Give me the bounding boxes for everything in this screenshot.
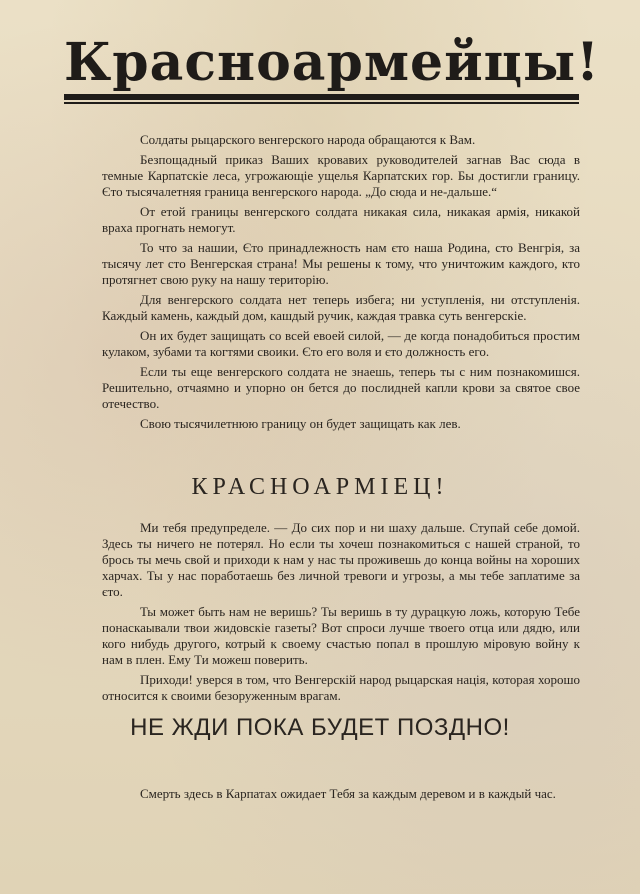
paragraph: Свою тысячилетнюю границу он будет защищать как лев. [140, 416, 461, 431]
paragraph: Ты может быть нам не веришь? Ты веришь в ту дурацкую ложь, которую Тебе понаскаывали твои жидовскіе газеты? Вот спроси лучше твоего отца или дядю, или кого нибудь другого, котрый к своему счастью попал в прошлую міровую войну к нам в плен. Ему Ти можеш поверить. [102, 604, 580, 667]
paragraph: То что за нашии, Єто принадлежность нам єто наша Родина, сто Венгрія, за тысячу лет сто Венгерская страна! Мы решены к тому, что уничтожим каждого, кто протягнет свою руку на нашу територію. [102, 240, 580, 287]
paragraph: От етой границы венгерского солдата никакая сила, никакая армія, никакой враха прогнать немогут. [102, 204, 580, 235]
paragraph: Для венгерского солдата нет теперь избега; ни уступленія, ни отступленія. Каждый камень, каждый дом, кашдый ручик, каждая травка суть венгерскіе. [102, 292, 580, 323]
paragraph: Если ты еще венгерского солдата не знаешь, теперь ты с ним познакомишся. Решительно, отчаямно и упорно он бется до послидней капли крови за святое свое отечество. [102, 364, 580, 411]
section-1-text [102, 132, 580, 432]
section-heading-ne-zhdi: НЕ ЖДИ ПОКА БУДЕТ ПОЗДНО! [130, 714, 510, 741]
section-2-text [102, 520, 580, 704]
paragraph: Смерть здесь в Карпатах ожидает Тебя за каждым деревом и в каждый час. [140, 786, 556, 801]
paragraph: Солдаты рыцарского венгерского народа обращаются к Вам. [140, 132, 476, 147]
paragraph: Он их будет защищать со всей евоей силой, — де когда понадобиться простим кулаком, зубами та когтями своики. Єто его воля и єто должность его. [102, 328, 580, 359]
paragraph: Приходи! уверся в том, что Венгерскій народ рыцарская нація, которая хорошо относится к своими безоруженным врагам. [102, 672, 580, 703]
paragraph: Ми тебя предупределе. — До сих пор и ни шаху дальше. Ступай себе домой. Здесь ты ничего не потерял. Но если ты хочеш познакомиться с нашей страной, то брось ты мечь свой и приходи к нам у нас ты проживешь до конца войны на хороших харчах. Ты у нас поработаешь без личной тревоги и угрозы, а мы тебе заплатиме за єто. [102, 520, 580, 599]
paragraph: Безпощадный приказ Ваших кровавих руководителей загнав Вас сюда в темные Карпатскіе леса, угрожающіе ущелья Карпатских гор. Бы достигли границу. Єто тысячалетняя граница венгерского народа. „До сюда и не-дальше.“ [102, 152, 580, 199]
leaflet-title: Красноармейцы! [64, 32, 601, 93]
title-underline-thin [64, 102, 579, 104]
section-heading-krasnoarmiets: КРАСНОАРМІЕЦ! [191, 474, 449, 500]
title-underline-thick [64, 94, 579, 100]
section-3-text [102, 786, 580, 802]
